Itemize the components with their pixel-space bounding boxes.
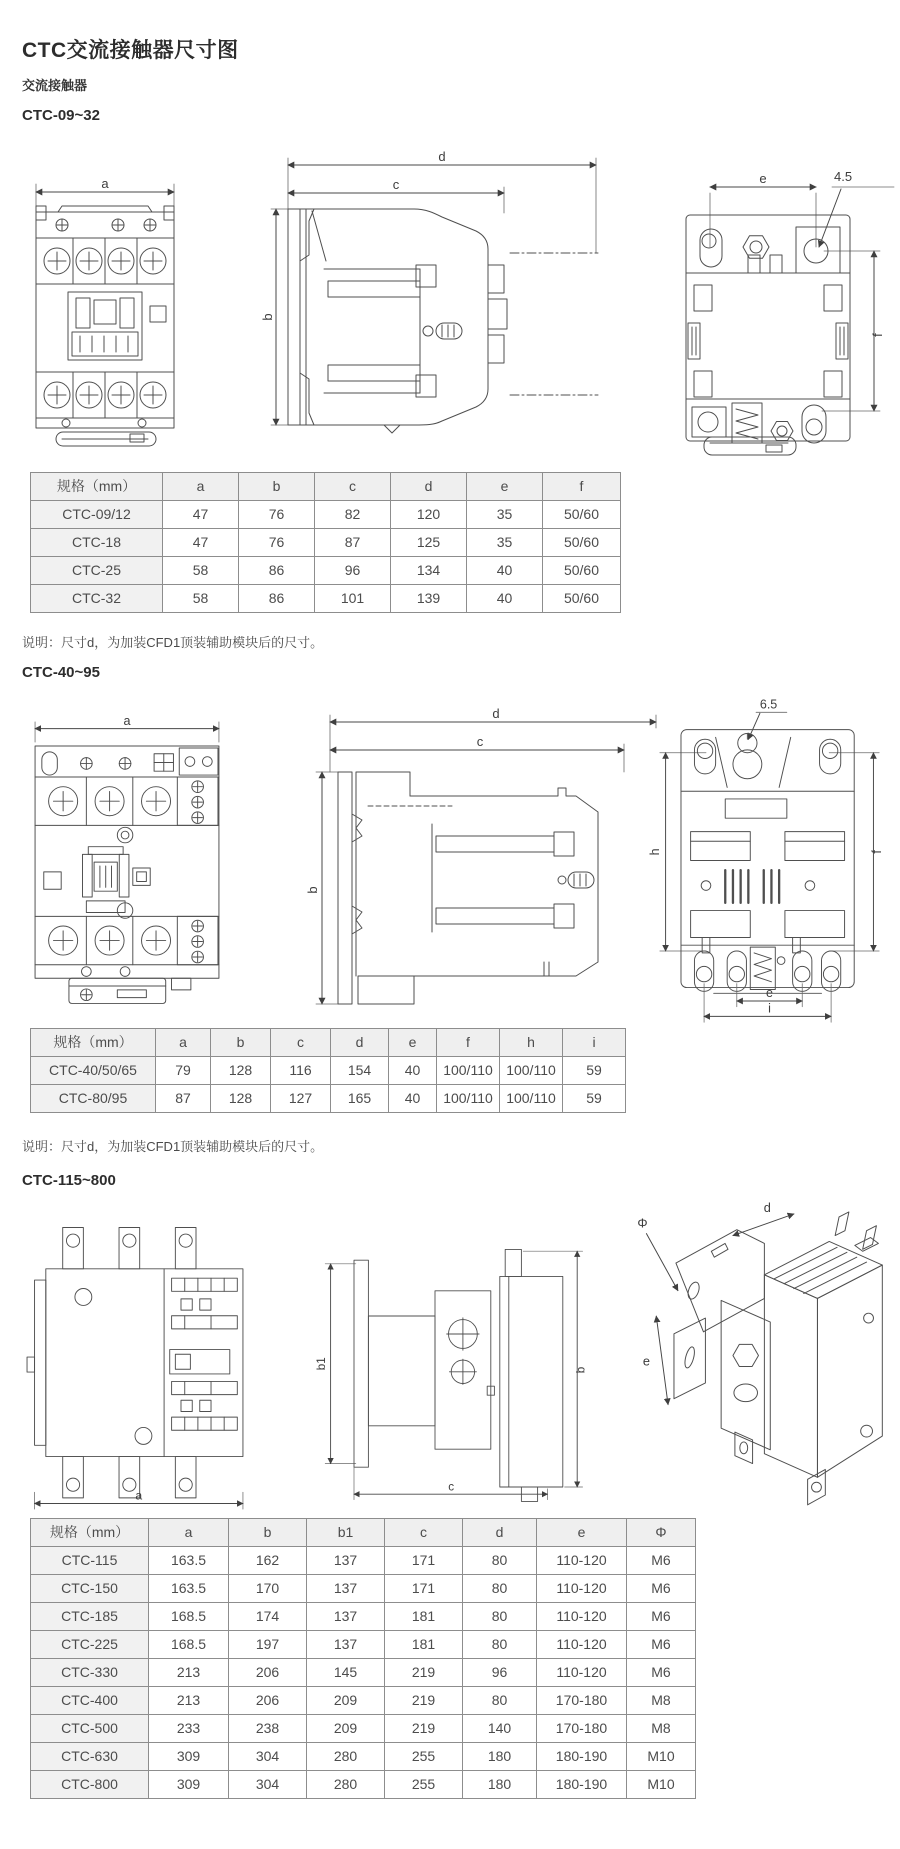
dim-value-cell: 50/60 (543, 585, 621, 613)
dim-value-cell: 134 (391, 557, 467, 585)
contactor-front-outline (36, 206, 174, 446)
spec-name-cell: CTC-32 (31, 585, 163, 613)
dim-value-cell: 47 (163, 529, 239, 557)
dim-label-c: c (448, 1480, 455, 1494)
dim-label-f: f (870, 850, 885, 854)
column-header: d (331, 1029, 389, 1057)
dim-label-h: h (647, 848, 662, 856)
dim-value-cell: 137 (307, 1575, 385, 1603)
dim-value-cell: 165 (331, 1085, 389, 1113)
dim-value-cell: 137 (307, 1603, 385, 1631)
dim-value-cell: 219 (385, 1715, 463, 1743)
dimension-f (822, 251, 885, 411)
dim-label-c: c (476, 734, 484, 749)
dim-value-cell: 180-190 (537, 1771, 627, 1799)
dimension-hole-6-5 (748, 697, 786, 739)
dim-value-cell: 137 (307, 1631, 385, 1659)
dimension-e (643, 1316, 668, 1404)
dimension-a (35, 714, 219, 742)
dim-value-cell: 80 (463, 1575, 537, 1603)
column-header: c (315, 473, 391, 501)
header-row (31, 1519, 696, 1547)
dimensions-table-ctc-115-800 (30, 1518, 696, 1799)
spec-name-cell: CTC-40/50/65 (31, 1057, 156, 1085)
dim-value-cell: M6 (627, 1659, 696, 1687)
front-view-drawing-ctc-09-32 (30, 176, 180, 455)
dim-value-cell: M8 (627, 1715, 696, 1743)
column-header: f (543, 473, 621, 501)
dim-value-cell: 128 (211, 1057, 271, 1085)
dim-value-cell: 213 (149, 1687, 229, 1715)
dim-label-hole: 4.5 (834, 169, 853, 184)
page-title: CTC交流接触器尺寸图 (22, 39, 239, 62)
dim-value-cell: 87 (156, 1085, 211, 1113)
column-header: b1 (307, 1519, 385, 1547)
dim-value-cell: 40 (467, 585, 543, 613)
dim-label-d: d (438, 149, 446, 164)
spec-name-cell: CTC-115 (31, 1547, 149, 1575)
dimension-c (354, 1467, 548, 1499)
dim-value-cell: 219 (385, 1687, 463, 1715)
dim-value-cell: 309 (149, 1743, 229, 1771)
front-view-drawing-ctc-115-800 (25, 1220, 260, 1511)
contactor-back-outline (681, 730, 854, 994)
dim-value-cell: 206 (229, 1687, 307, 1715)
dim-value-cell: 59 (563, 1085, 626, 1113)
dim-value-cell: 181 (385, 1631, 463, 1659)
dim-value-cell: 76 (239, 501, 315, 529)
dimension-d (733, 1200, 794, 1236)
dim-value-cell: 100/110 (500, 1085, 563, 1113)
dimension-b1 (315, 1264, 356, 1464)
dim-label-c: c (392, 177, 400, 192)
spec-name-cell: CTC-630 (31, 1743, 149, 1771)
column-header: 规格（mm） (31, 473, 163, 501)
table-row (31, 1603, 696, 1631)
dim-value-cell: 58 (163, 557, 239, 585)
table-row (31, 1743, 696, 1771)
dim-value-cell: 238 (229, 1715, 307, 1743)
back-view-drawing-ctc-09-32 (648, 157, 898, 457)
spec-name-cell: CTC-18 (31, 529, 163, 557)
dim-value-cell: 80 (463, 1631, 537, 1659)
table-row (31, 1715, 696, 1743)
column-header: a (163, 473, 239, 501)
dim-value-cell: 145 (307, 1659, 385, 1687)
dim-label-a: a (101, 176, 109, 191)
table-row (31, 1575, 696, 1603)
spec-name-cell: CTC-500 (31, 1715, 149, 1743)
dim-value-cell: 170 (229, 1575, 307, 1603)
side-view-drawing-ctc-09-32 (260, 149, 603, 433)
dim-value-cell: 86 (239, 585, 315, 613)
dim-value-cell: 154 (331, 1057, 389, 1085)
column-header: d (463, 1519, 537, 1547)
dim-label-b: b (305, 886, 320, 894)
dimension-c (330, 734, 624, 772)
dimension-b (260, 209, 294, 425)
note-ctc-40-95: 说明：尺寸d，为加装CFD1顶装辅助模块后的尺寸。 (22, 1139, 324, 1154)
dim-value-cell: 170-180 (537, 1715, 627, 1743)
dim-value-cell: 170-180 (537, 1687, 627, 1715)
dim-value-cell: 162 (229, 1547, 307, 1575)
figures-row-ctc-40-95 (0, 695, 900, 1028)
header-row (31, 473, 621, 501)
column-header: c (385, 1519, 463, 1547)
dim-value-cell: 101 (315, 585, 391, 613)
table-row (31, 501, 621, 529)
dim-value-cell: 59 (563, 1057, 626, 1085)
dim-value-cell: M10 (627, 1743, 696, 1771)
contactor-isometric-outline (674, 1212, 882, 1505)
contactor-front-outline (27, 1228, 243, 1498)
dim-value-cell: 80 (463, 1603, 537, 1631)
dim-label-d: d (492, 706, 500, 721)
dim-label-e: e (766, 986, 773, 1001)
dim-value-cell: M6 (627, 1603, 696, 1631)
dim-value-cell: 163.5 (149, 1547, 229, 1575)
dim-value-cell: 96 (463, 1659, 537, 1687)
dimension-c (288, 177, 504, 213)
dim-value-cell: 110-120 (537, 1659, 627, 1687)
dim-value-cell: 206 (229, 1659, 307, 1687)
dim-value-cell: 40 (389, 1057, 437, 1085)
spec-name-cell: CTC-225 (31, 1631, 149, 1659)
dim-value-cell: 213 (149, 1659, 229, 1687)
dim-value-cell: 280 (307, 1771, 385, 1799)
dim-value-cell: 40 (467, 557, 543, 585)
dim-label-e: e (642, 1353, 651, 1369)
table-row (31, 1547, 696, 1575)
back-view-drawing-ctc-40-95 (647, 695, 888, 1027)
spec-name-cell: CTC-330 (31, 1659, 149, 1687)
table-row (31, 529, 621, 557)
dim-value-cell: 80 (463, 1547, 537, 1575)
table-row (31, 1771, 696, 1799)
column-header: e (389, 1029, 437, 1057)
column-header: b (229, 1519, 307, 1547)
dimension-a (35, 1489, 243, 1509)
dim-label-d: d (763, 1199, 771, 1215)
table-row (31, 585, 621, 613)
front-view-drawing-ctc-40-95 (30, 713, 224, 1017)
dimensions-table-ctc-09-32 (30, 472, 621, 613)
dimensions-table-ctc-40-95 (30, 1028, 626, 1113)
table-row (31, 1687, 696, 1715)
dim-value-cell: 140 (463, 1715, 537, 1743)
dim-value-cell: 127 (271, 1085, 331, 1113)
dim-value-cell: 50/60 (543, 501, 621, 529)
column-header: c (271, 1029, 331, 1057)
dimension-a (36, 176, 174, 206)
dim-value-cell: 180-190 (537, 1743, 627, 1771)
dim-value-cell: 40 (389, 1085, 437, 1113)
contactor-front-outline (35, 746, 219, 1003)
table-row (31, 1057, 626, 1085)
dimension-b (523, 1251, 587, 1487)
page-subtitle: 交流接触器 (22, 78, 88, 93)
dim-label-phi: Φ (637, 1215, 648, 1231)
dim-value-cell: 100/110 (437, 1057, 500, 1085)
dim-value-cell: 168.5 (149, 1631, 229, 1659)
side-view-drawing-ctc-40-95 (305, 706, 662, 1010)
spec-name-cell: CTC-185 (31, 1603, 149, 1631)
dim-label-b: b (574, 1366, 588, 1374)
dimension-d (330, 706, 656, 772)
dim-value-cell: 255 (385, 1771, 463, 1799)
dim-value-cell: M10 (627, 1771, 696, 1799)
contactor-side-outline (354, 1249, 563, 1501)
dim-value-cell: 110-120 (537, 1631, 627, 1659)
dim-label-a: a (123, 713, 131, 728)
dim-value-cell: 58 (163, 585, 239, 613)
spec-name-cell: CTC-800 (31, 1771, 149, 1799)
dim-value-cell: 171 (385, 1575, 463, 1603)
dim-value-cell: 209 (307, 1687, 385, 1715)
column-header: b (211, 1029, 271, 1057)
dim-value-cell: 309 (149, 1771, 229, 1799)
dim-value-cell: 86 (239, 557, 315, 585)
dim-value-cell: 110-120 (537, 1547, 627, 1575)
dim-value-cell: 96 (315, 557, 391, 585)
dim-value-cell: 100/110 (500, 1057, 563, 1085)
dim-value-cell: 125 (391, 529, 467, 557)
column-header: a (149, 1519, 229, 1547)
table-row (31, 1631, 696, 1659)
dim-value-cell: 255 (385, 1743, 463, 1771)
dim-value-cell: 304 (229, 1743, 307, 1771)
column-header: i (563, 1029, 626, 1057)
dimension-d (288, 149, 596, 253)
dimension-phi (637, 1216, 677, 1291)
dim-value-cell: 87 (315, 529, 391, 557)
column-header: d (391, 473, 467, 501)
dimension-h (648, 753, 706, 951)
column-header: 规格（mm） (31, 1029, 156, 1057)
dim-label-i: i (768, 1001, 771, 1016)
spec-name-cell: CTC-80/95 (31, 1085, 156, 1113)
dim-value-cell: 139 (391, 585, 467, 613)
figures-row-ctc-115-800 (0, 1200, 900, 1518)
dim-value-cell: 100/110 (437, 1085, 500, 1113)
dim-value-cell: 180 (463, 1771, 537, 1799)
dim-value-cell: 47 (163, 501, 239, 529)
column-header: f (437, 1029, 500, 1057)
dim-label-f: f (870, 333, 885, 337)
dim-value-cell: 35 (467, 501, 543, 529)
dim-value-cell: 80 (463, 1687, 537, 1715)
spec-name-cell: CTC-09/12 (31, 501, 163, 529)
column-header: b (239, 473, 315, 501)
section-heading-ctc-09-32: CTC-09~32 (22, 107, 100, 124)
figures-row-ctc-09-32 (0, 135, 900, 470)
column-header: e (467, 473, 543, 501)
dim-value-cell: 35 (467, 529, 543, 557)
dim-value-cell: 180 (463, 1743, 537, 1771)
dim-value-cell: M6 (627, 1575, 696, 1603)
table-row (31, 1085, 626, 1113)
dim-value-cell: 168.5 (149, 1603, 229, 1631)
dim-value-cell: 137 (307, 1547, 385, 1575)
dim-value-cell: 79 (156, 1057, 211, 1085)
side-view-drawing-ctc-115-800 (315, 1235, 588, 1505)
contactor-side-outline (338, 772, 598, 1004)
dim-label-a: a (135, 1488, 143, 1503)
dim-label-b1: b1 (315, 1357, 329, 1371)
column-header: h (500, 1029, 563, 1057)
spec-name-cell: CTC-25 (31, 557, 163, 585)
dim-label-hole: 6.5 (759, 697, 778, 712)
dim-value-cell: 120 (391, 501, 467, 529)
dim-value-cell: 209 (307, 1715, 385, 1743)
dim-value-cell: 50/60 (543, 529, 621, 557)
dimension-b (305, 772, 342, 1004)
dim-value-cell: 171 (385, 1547, 463, 1575)
dim-value-cell: 280 (307, 1743, 385, 1771)
dim-value-cell: 233 (149, 1715, 229, 1743)
column-header: a (156, 1029, 211, 1057)
dim-value-cell: 219 (385, 1659, 463, 1687)
dim-value-cell: M6 (627, 1631, 696, 1659)
dim-value-cell: M8 (627, 1687, 696, 1715)
dim-value-cell: 110-120 (537, 1603, 627, 1631)
column-header: e (537, 1519, 627, 1547)
contactor-side-outline (288, 209, 598, 433)
isometric-view-drawing-ctc-115-800 (615, 1200, 900, 1505)
dim-value-cell: 181 (385, 1603, 463, 1631)
dim-value-cell: 163.5 (149, 1575, 229, 1603)
note-ctc-09-32: 说明：尺寸d，为加装CFD1顶装辅助模块后的尺寸。 (22, 635, 324, 650)
dim-value-cell: 76 (239, 529, 315, 557)
column-header: Φ (627, 1519, 696, 1547)
dim-label-e: e (759, 171, 767, 186)
dim-value-cell: 304 (229, 1771, 307, 1799)
dim-label-b: b (260, 313, 275, 321)
section-heading-ctc-115-800: CTC-115~800 (22, 1172, 116, 1189)
dim-value-cell: 50/60 (543, 557, 621, 585)
dimension-f (829, 753, 884, 951)
dim-value-cell: 116 (271, 1057, 331, 1085)
dim-value-cell: 197 (229, 1631, 307, 1659)
dim-value-cell: 128 (211, 1085, 271, 1113)
dim-value-cell: 110-120 (537, 1575, 627, 1603)
table-row (31, 557, 621, 585)
spec-name-cell: CTC-150 (31, 1575, 149, 1603)
dimension-hole-4-5 (819, 169, 894, 247)
column-header: 规格（mm） (31, 1519, 149, 1547)
table-row (31, 1659, 696, 1687)
spec-name-cell: CTC-400 (31, 1687, 149, 1715)
dim-value-cell: 174 (229, 1603, 307, 1631)
section-heading-ctc-40-95: CTC-40~95 (22, 664, 100, 681)
header-row (31, 1029, 626, 1057)
dim-value-cell: 82 (315, 501, 391, 529)
dim-value-cell: M6 (627, 1547, 696, 1575)
